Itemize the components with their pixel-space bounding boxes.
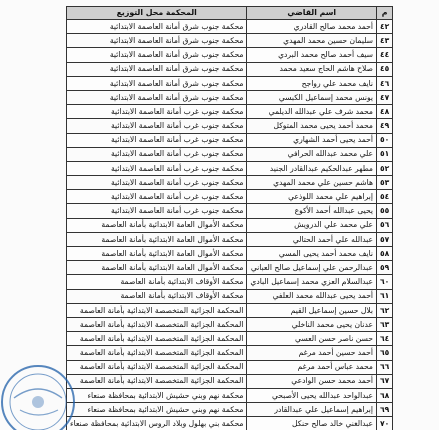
- row-number: ٥٨: [377, 247, 393, 261]
- row-number: ٦٥: [377, 346, 393, 360]
- row-number: ٥٦: [377, 218, 393, 232]
- row-number: ٥٣: [377, 176, 393, 190]
- row-number: ٤٥: [377, 62, 393, 76]
- table-body: [67, 20, 393, 430]
- table-row: [67, 20, 393, 34]
- judge-name: هاشم حسين علي محمد المهدي: [247, 176, 377, 190]
- row-number: ٦٤: [377, 332, 393, 346]
- table-row: [67, 48, 393, 62]
- table-row: [67, 119, 393, 133]
- assigned-court: المحكمة الجزائية المتخصصة الابتدائية بأمانة العاصمة: [67, 374, 247, 388]
- table-row: [67, 176, 393, 190]
- table-row: [67, 247, 393, 261]
- assigned-court: محكمة جنوب غرب أمانة العاصمة الابتدائية: [67, 133, 247, 147]
- assigned-court: المحكمة الجزائية المتخصصة الابتدائية بأمانة العاصمة: [67, 303, 247, 317]
- judge-name: عبدالواحد عبدالله يحيى الأصبحي: [247, 388, 377, 402]
- table-row: [67, 147, 393, 161]
- assigned-court: محكمة جنوب غرب أمانة العاصمة الابتدائية: [67, 204, 247, 218]
- row-number: ٦٦: [377, 360, 393, 374]
- table-row: [67, 403, 393, 417]
- assigned-court: محكمة بني بهلول وبلاد الروس الابتدائية بمحافظة صنعاء: [67, 417, 247, 430]
- table-row: [67, 105, 393, 119]
- judge-name: نايف محمد علي رواجح: [247, 76, 377, 90]
- row-number: ٥٥: [377, 204, 393, 218]
- row-number: ٧٠: [377, 417, 393, 430]
- assigned-court: محكمة الأموال العامة الابتدائية بأمانة العاصمة: [67, 218, 247, 232]
- judge-name: علي محمد علي الدرويش: [247, 218, 377, 232]
- row-number: ٤٤: [377, 48, 393, 62]
- assigned-court: محكمة الأموال العامة الابتدائية بأمانة العاصمة: [67, 247, 247, 261]
- row-number: ٤٢: [377, 20, 393, 34]
- table-row: [67, 332, 393, 346]
- judge-name: بلال حسين إسماعيل القيم: [247, 303, 377, 317]
- row-number: ٤٦: [377, 76, 393, 90]
- row-number: ٦٧: [377, 374, 393, 388]
- judge-name: محمد شرف علي عبدالله الديلمي: [247, 105, 377, 119]
- assigned-court: محكمة جنوب شرق أمانة العاصمة الابتدائية: [67, 62, 247, 76]
- table-row: [67, 360, 393, 374]
- assigned-court: محكمة جنوب غرب أمانة العاصمة الابتدائية: [67, 176, 247, 190]
- row-number: ٤٧: [377, 90, 393, 104]
- judge-name: نايف محمد أحمد يحيى المسي: [247, 247, 377, 261]
- assigned-court: محكمة نهم وبني حشيش الابتدائية بمحافظة صنعاء: [67, 403, 247, 417]
- assigned-court: محكمة الأوقاف الابتدائية بأمانة العاصمة: [67, 275, 247, 289]
- judge-name: علي محمد عبدالله الحرافي: [247, 147, 377, 161]
- header-judge-name: اسم القاضي: [247, 7, 377, 20]
- judge-name: يونس محمد إسماعيل الكبسي: [247, 90, 377, 104]
- table-header-row: [67, 7, 393, 20]
- official-stamp-seal: [0, 340, 90, 430]
- row-number: ٦٢: [377, 303, 393, 317]
- judge-name: محمد عباس أحمد مرغم: [247, 360, 377, 374]
- assigned-court: محكمة جنوب شرق أمانة العاصمة الابتدائية: [67, 34, 247, 48]
- table-row: [67, 90, 393, 104]
- header-court: المحكمة محل التوزيع: [67, 7, 247, 20]
- assigned-court: محكمة نهم وبني حشيش الابتدائية بمحافظة صنعاء: [67, 388, 247, 402]
- assigned-court: محكمة جنوب غرب أمانة العاصمة الابتدائية: [67, 119, 247, 133]
- judge-name: عبدالله علي أحمد الحتالي: [247, 232, 377, 246]
- judge-name: أحمد يحيى أحمد الشهاري: [247, 133, 377, 147]
- row-number: ٤٨: [377, 105, 393, 119]
- assigned-court: محكمة الأوقاف الابتدائية بأمانة العاصمة: [67, 289, 247, 303]
- row-number: ٦٠: [377, 275, 393, 289]
- table-row: [67, 417, 393, 430]
- assigned-court: محكمة الأموال العامة الابتدائية بأمانة العاصمة: [67, 261, 247, 275]
- row-number: ٥٧: [377, 232, 393, 246]
- row-number: ٦٨: [377, 388, 393, 402]
- row-number: ٦١: [377, 289, 393, 303]
- table-row: [67, 388, 393, 402]
- judge-name: مطهر عبدالحكيم عبدالقادر الجنيد: [247, 161, 377, 175]
- assigned-court: محكمة جنوب شرق أمانة العاصمة الابتدائية: [67, 48, 247, 62]
- header-number: م: [377, 7, 393, 20]
- table-row: [67, 133, 393, 147]
- judge-name: إبراهيم إسماعيل علي عبدالقادر: [247, 403, 377, 417]
- table-row: [67, 62, 393, 76]
- judge-name: إبراهيم علي محمد اللوذعي: [247, 190, 377, 204]
- row-number: ٦٣: [377, 317, 393, 331]
- assigned-court: محكمة جنوب غرب أمانة العاصمة الابتدائية: [67, 161, 247, 175]
- row-number: ٤٩: [377, 119, 393, 133]
- table-row: [67, 190, 393, 204]
- judge-name: سليمان حسين محمد المهدي: [247, 34, 377, 48]
- judge-name: سيف أحمد صالح محمد البردي: [247, 48, 377, 62]
- assigned-court: محكمة جنوب شرق أمانة العاصمة الابتدائية: [67, 90, 247, 104]
- assigned-court: محكمة جنوب شرق أمانة العاصمة الابتدائية: [67, 76, 247, 90]
- row-number: ٥٤: [377, 190, 393, 204]
- assigned-court: المحكمة الجزائية المتخصصة الابتدائية بأمانة العاصمة: [67, 346, 247, 360]
- assigned-court: المحكمة الجزائية المتخصصة الابتدائية بأمانة العاصمة: [67, 317, 247, 331]
- assigned-court: محكمة الأموال العامة الابتدائية بأمانة العاصمة: [67, 232, 247, 246]
- table-row: [67, 76, 393, 90]
- table-row: [67, 204, 393, 218]
- assigned-court: المحكمة الجزائية المتخصصة الابتدائية بأمانة العاصمة: [67, 360, 247, 374]
- assigned-court: محكمة جنوب غرب أمانة العاصمة الابتدائية: [67, 105, 247, 119]
- judge-name: أحمد حسين أحمد مرغم: [247, 346, 377, 360]
- judge-name: عبدالسلام العزي محمد إسماعيل البادي: [247, 275, 377, 289]
- table-row: [67, 34, 393, 48]
- judge-name: أحمد محمد صالح القادري: [247, 20, 377, 34]
- row-number: ٤٣: [377, 34, 393, 48]
- table-row: [67, 261, 393, 275]
- judge-name: عبدالرحمن علي إسماعيل صالح العباني: [247, 261, 377, 275]
- judges-distribution-table: [66, 6, 393, 430]
- row-number: ٥٩: [377, 261, 393, 275]
- assigned-court: محكمة جنوب غرب أمانة العاصمة الابتدائية: [67, 190, 247, 204]
- assigned-court: محكمة جنوب شرق أمانة العاصمة الابتدائية: [67, 20, 247, 34]
- assigned-court: المحكمة الجزائية المتخصصة الابتدائية بأمانة العاصمة: [67, 332, 247, 346]
- judge-name: عدنان يحيى محمد الناخلي: [247, 317, 377, 331]
- judge-name: حسن ناصر حسن العسي: [247, 332, 377, 346]
- table-row: [67, 218, 393, 232]
- judge-name: أحمد يحيى عبدالله محمد العلفي: [247, 289, 377, 303]
- judge-name: أحمد محمد حسن الوادعي: [247, 374, 377, 388]
- assigned-court: محكمة جنوب غرب أمانة العاصمة الابتدائية: [67, 147, 247, 161]
- table-row: [67, 346, 393, 360]
- table-row: [67, 317, 393, 331]
- judge-name: صلاح هاشم الحاج سعيد محمد: [247, 62, 377, 76]
- table-row: [67, 289, 393, 303]
- row-number: ٥١: [377, 147, 393, 161]
- table-row: [67, 303, 393, 317]
- judge-name: يحيى عبدالله أحمد الأكوع: [247, 204, 377, 218]
- row-number: ٦٩: [377, 403, 393, 417]
- judge-name: عبدالغني خالد صالح حنكل: [247, 417, 377, 430]
- judge-name: محمد أحمد يحيى محمد المتوكل: [247, 119, 377, 133]
- table-row: [67, 275, 393, 289]
- row-number: ٥٠: [377, 133, 393, 147]
- table-row: [67, 374, 393, 388]
- table-row: [67, 161, 393, 175]
- row-number: ٥٢: [377, 161, 393, 175]
- table-row: [67, 232, 393, 246]
